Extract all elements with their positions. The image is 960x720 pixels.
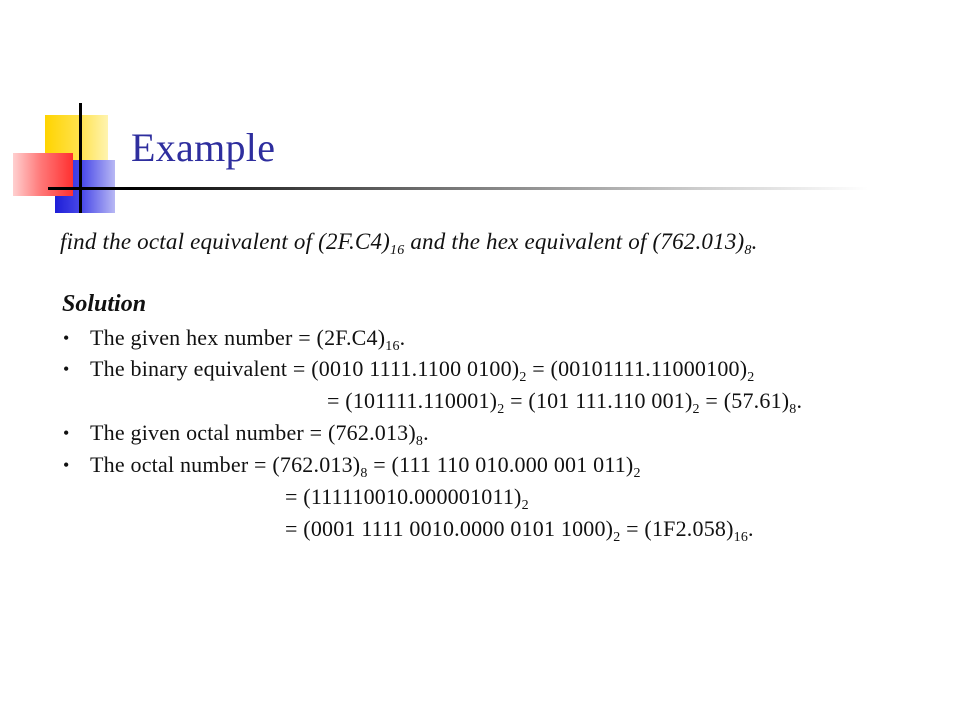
bullet-icon: • (63, 423, 70, 443)
solution-line: The given hex number = $(2F.C4)_{16}$. (90, 325, 406, 354)
bullet-icon: • (63, 455, 70, 475)
bullet-icon: • (63, 328, 70, 348)
solution-line: The octal number = $(762.013)_8 = (111$ 110 010.000 001 $011)_2$ (90, 452, 641, 481)
vertical-rule (79, 103, 82, 213)
solution-line: The given octal number = $(762.013)_8$. (90, 420, 429, 449)
problem-statement: find the octal equivalent of $(2F.C4)_{16}$ and the hex equivalent of $(762.013)_8$. (60, 229, 758, 258)
solution-line: The binary equivalent = (0010 1111.1100 $0100)_2 = (00101111.11000100)_2$ (90, 356, 755, 385)
solution-line: = $(101111.110001)_2 = (101$ 111.110 $001)_2 = (57.61)_8$. (327, 388, 803, 417)
title-underline-rule (48, 187, 868, 190)
solution-line: = (0001 1111 0010.0000 0101 $1000)_2 = (1F2.058)_{16}$. (285, 516, 754, 545)
bullet-icon: • (63, 359, 70, 379)
solution-heading: Solution (62, 291, 147, 317)
solution-line: = $(111110010.000001011)_2$ (285, 484, 529, 513)
title-decoration (0, 0, 960, 220)
slide-title: Example (131, 125, 276, 170)
